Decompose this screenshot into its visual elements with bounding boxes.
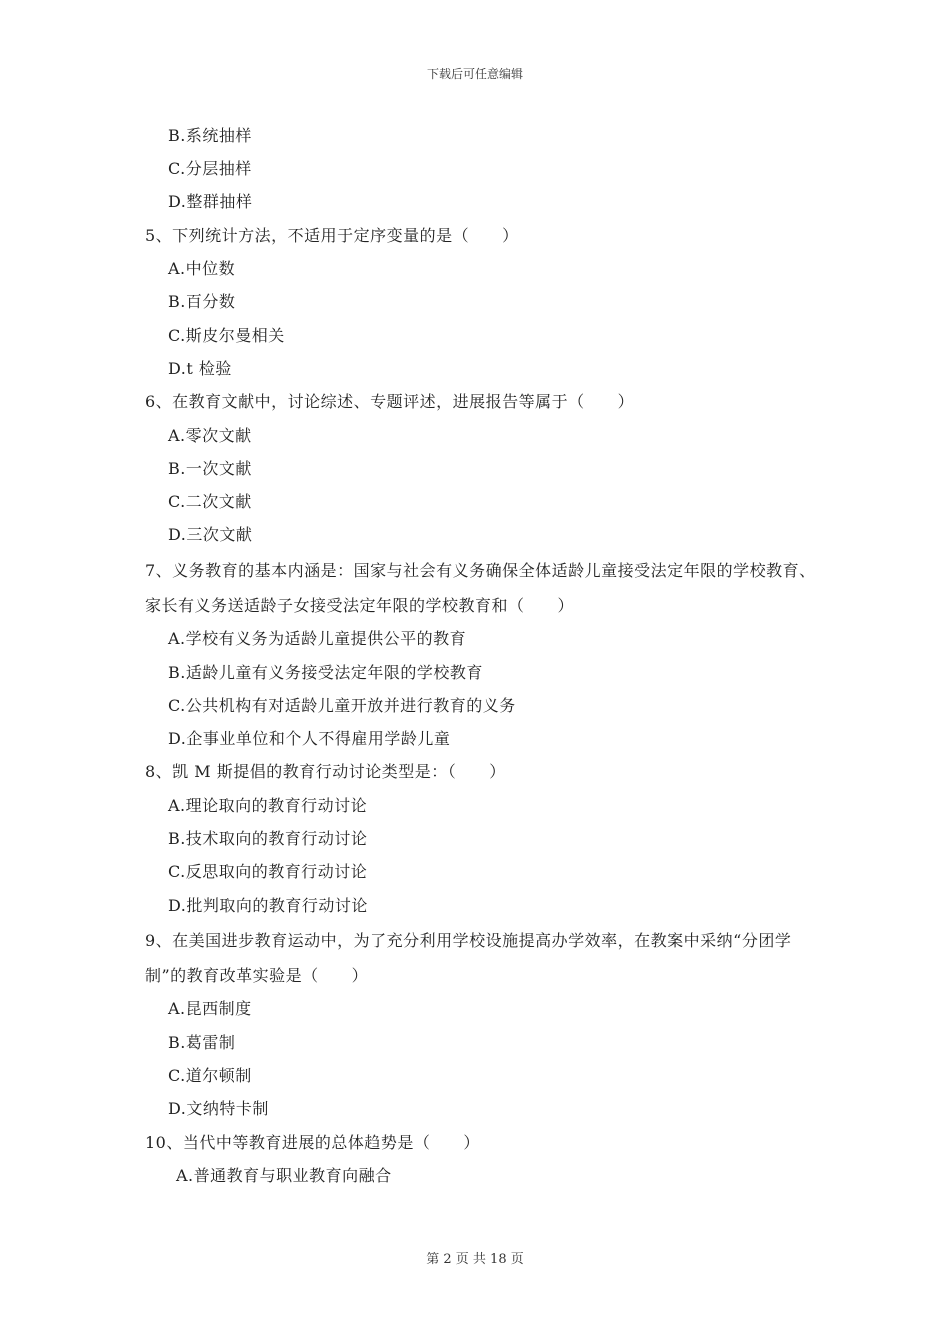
option-9c: C.道尔顿制 <box>168 1066 252 1085</box>
question-5: 5、下列统计方法，不适用于定序变量的是（ ） <box>145 226 519 245</box>
option-8b: B.技术取向的教育行动讨论 <box>168 829 368 848</box>
option-7d: D.企事业单位和个人不得雇用学龄儿童 <box>168 729 451 748</box>
option-5a: A.中位数 <box>168 259 236 278</box>
option-5d: D.t 检验 <box>168 359 232 378</box>
question-7-line-1: 7、义务教育的基本内涵是：国家与社会有义务确保全体适龄儿童接受法定年限的学校教育、 <box>145 561 816 580</box>
page-header: 下载后可任意编辑 <box>426 67 523 81</box>
question-10: 10、当代中等教育进展的总体趋势是（ ） <box>145 1133 480 1152</box>
option-6c: C.二次文献 <box>168 492 252 511</box>
option-5b: B.百分数 <box>168 292 236 311</box>
option-7c: C.公共机构有对适龄儿童开放并进行教育的义务 <box>168 696 516 715</box>
option-8c: C.反思取向的教育行动讨论 <box>168 862 368 881</box>
option-4b: B.系统抽样 <box>168 126 252 145</box>
question-7-line-2: 家长有义务送适龄子女接受法定年限的学校教育和（ ） <box>145 596 575 615</box>
option-4c: C.分层抽样 <box>168 159 252 178</box>
question-9-line-1: 9、在美国进步教育运动中，为了充分利用学校设施提高办学效率，在教案中采纳“分团学 <box>145 931 792 950</box>
page-footer: 第 2 页 共 18 页 <box>426 1252 524 1267</box>
option-6d: D.三次文献 <box>168 525 253 544</box>
question-6: 6、在教育文献中，讨论综述、专题评述，进展报告等属于（ ） <box>145 392 635 411</box>
question-9-line-2: 制”的教育改革实验是（ ） <box>145 966 369 985</box>
option-6a: A.零次文献 <box>168 426 252 445</box>
option-7b: B.适龄儿童有义务接受法定年限的学校教育 <box>168 663 483 682</box>
option-8d: D.批判取向的教育行动讨论 <box>168 896 368 915</box>
option-6b: B.一次文献 <box>168 459 252 478</box>
option-5c: C.斯皮尔曼相关 <box>168 326 285 345</box>
option-7a: A.学校有义务为适龄儿童提供公平的教育 <box>168 629 467 648</box>
option-9a: A.昆西制度 <box>168 999 252 1018</box>
option-9d: D.文纳特卡制 <box>168 1099 269 1118</box>
option-8a: A.理论取向的教育行动讨论 <box>168 796 368 815</box>
option-10a: A.普通教育与职业教育向融合 <box>176 1166 392 1185</box>
option-9b: B.葛雷制 <box>168 1033 236 1052</box>
question-8: 8、凯 M 斯提倡的教育行动讨论类型是：（ ） <box>145 762 506 781</box>
option-4d: D.整群抽样 <box>168 192 253 211</box>
